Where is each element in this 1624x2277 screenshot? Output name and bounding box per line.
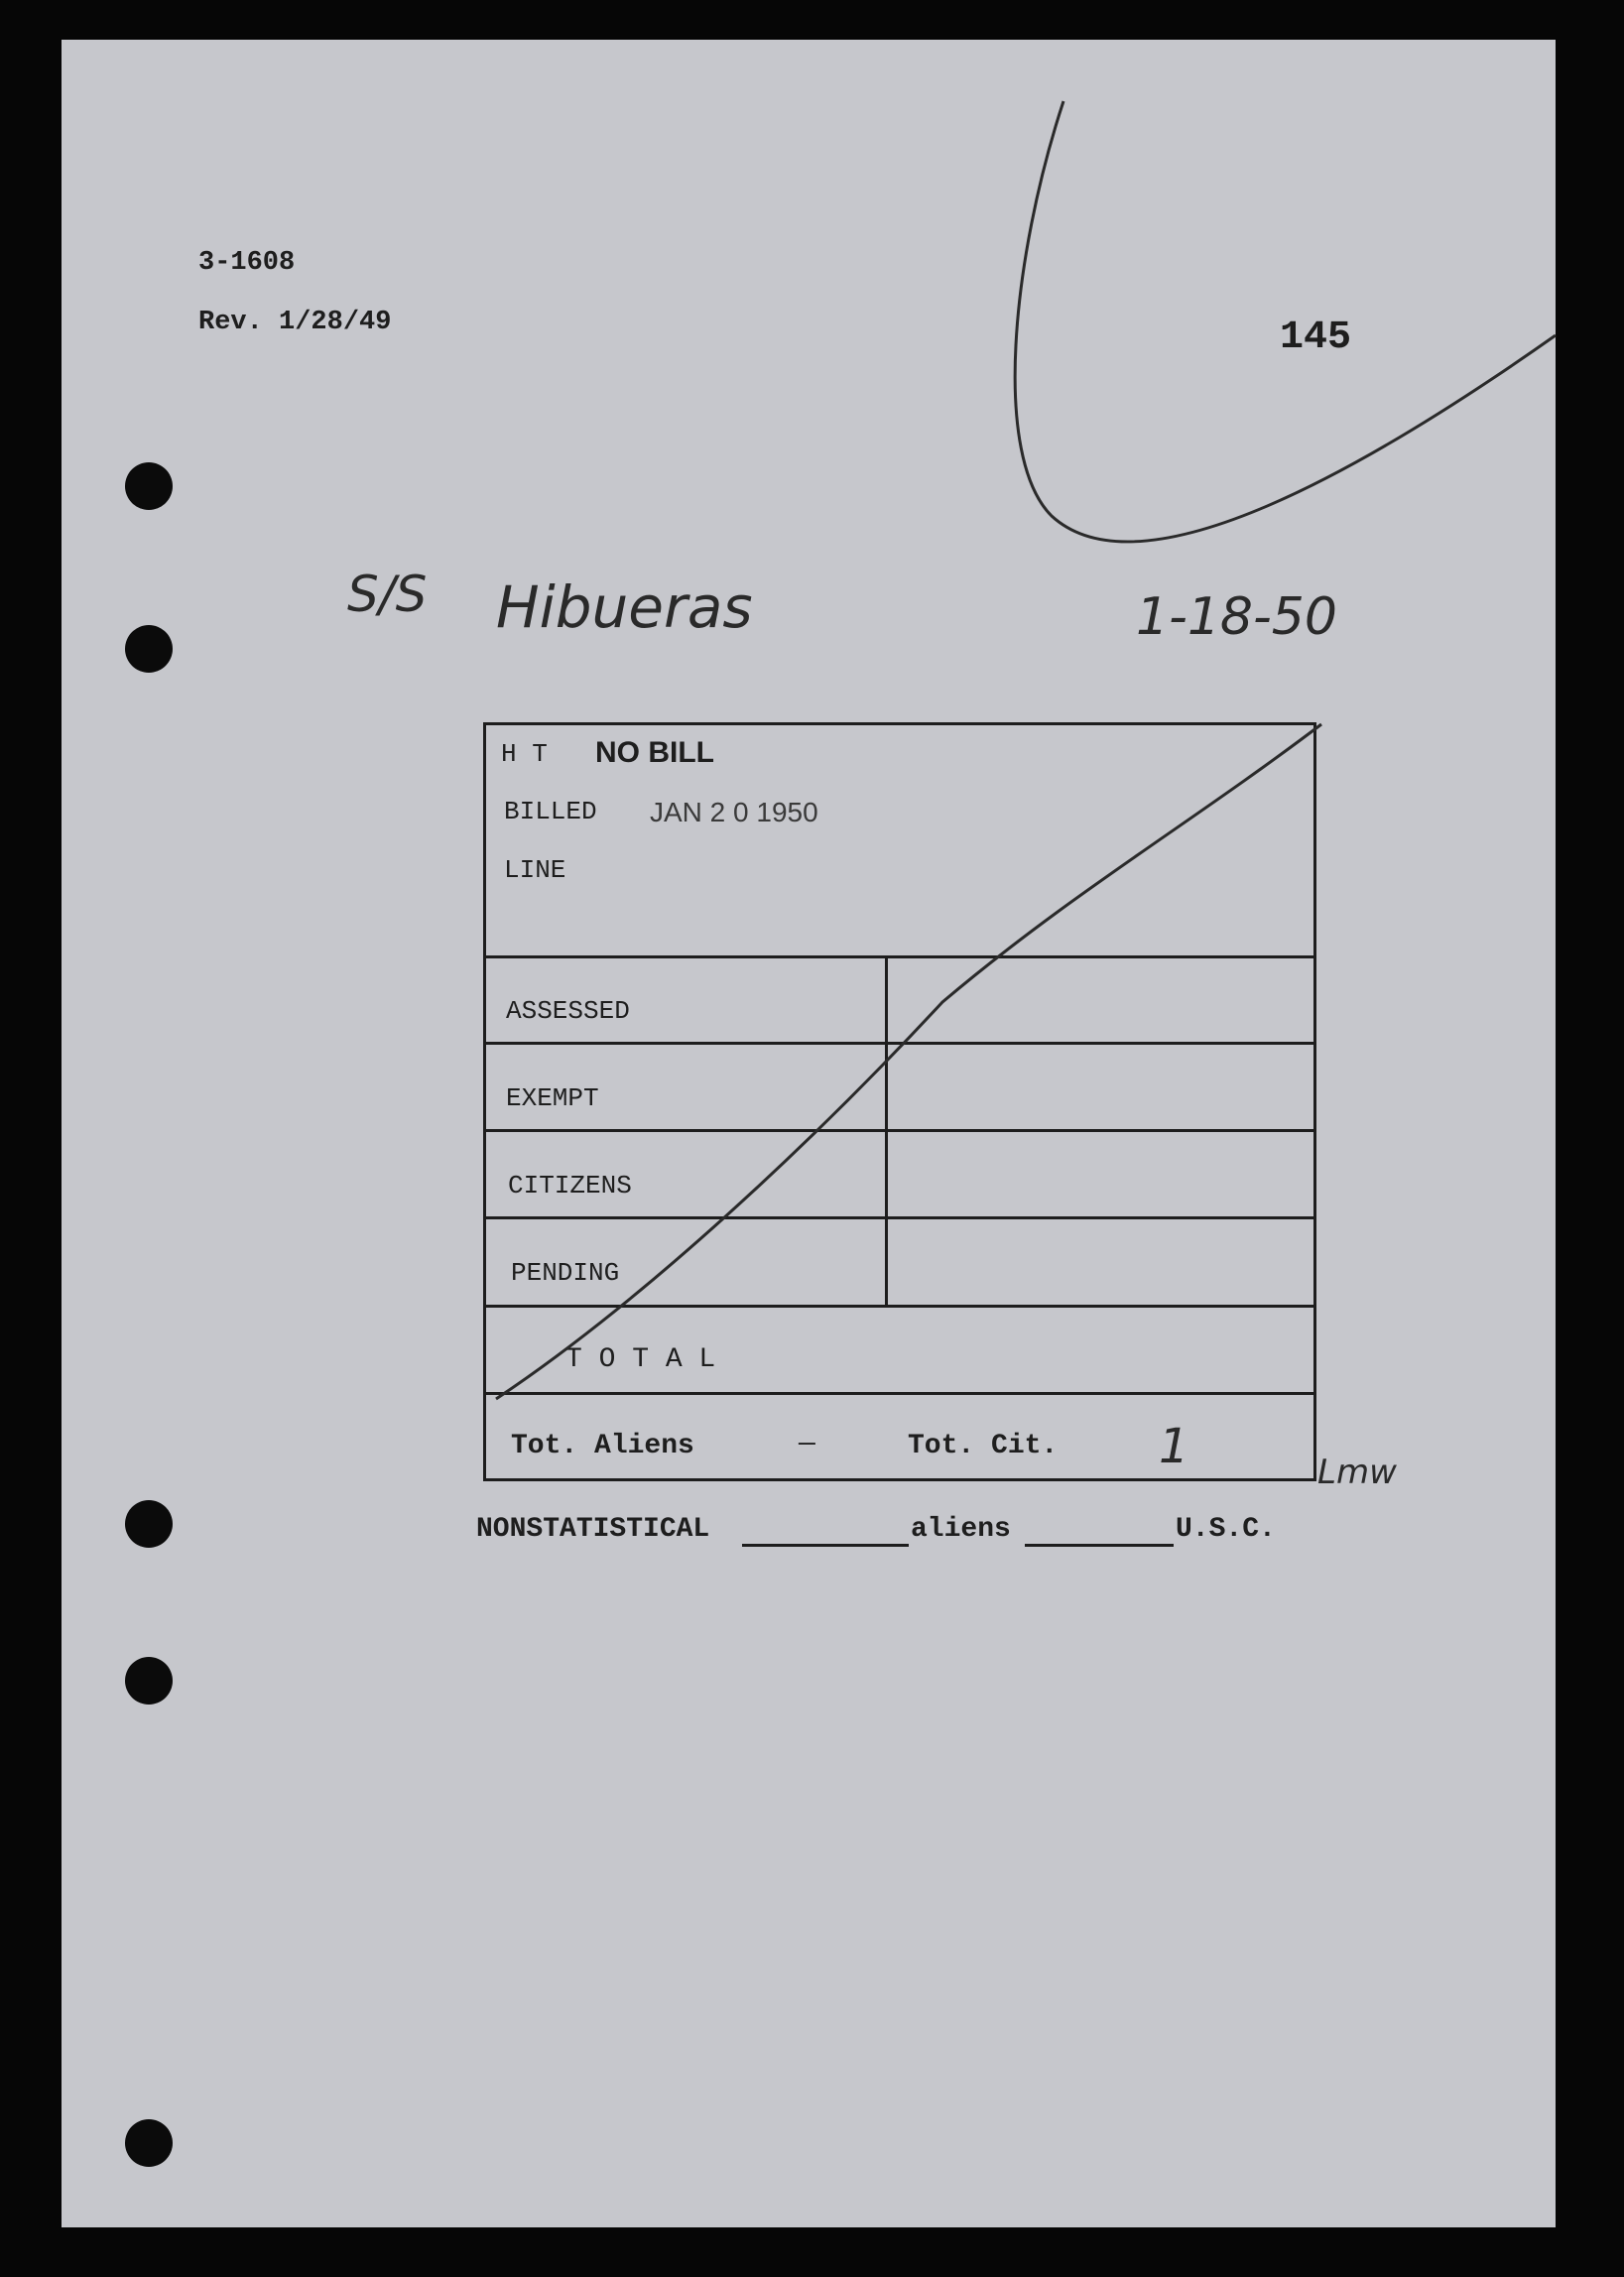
vessel-prefix: S/S xyxy=(347,566,428,623)
billed-date-stamp: JAN 2 0 1950 xyxy=(650,797,818,827)
tot-cit-label: Tot. Cit. xyxy=(908,1431,1059,1461)
row-label-assessed: ASSESSED xyxy=(506,996,630,1026)
usc-label: U.S.C. xyxy=(1176,1514,1276,1545)
row-label-ht: H T xyxy=(501,739,548,769)
row-label-exempt: EXEMPT xyxy=(506,1083,599,1113)
page-number: 145 xyxy=(1280,316,1352,360)
no-bill-stamp: NO BILL xyxy=(595,736,714,769)
vessel-name: Hibueras xyxy=(496,573,753,641)
row-label-billed: BILLED xyxy=(504,797,597,826)
row-label-pending: PENDING xyxy=(511,1258,620,1288)
row-label-line: LINE xyxy=(504,855,566,885)
aliens-blank xyxy=(1025,1544,1174,1547)
nonstatistical-label: NONSTATISTICAL xyxy=(476,1514,710,1545)
row-label-citizens: CITIZENS xyxy=(508,1171,632,1201)
tot-aliens-value: — xyxy=(799,1429,815,1459)
tot-aliens-label: Tot. Aliens xyxy=(511,1431,694,1461)
form-revision: Rev. 1/28/49 xyxy=(198,308,392,337)
initials: Lmw xyxy=(1317,1453,1397,1492)
row-label-total: T O T A L xyxy=(565,1344,716,1375)
aliens-label: aliens xyxy=(911,1514,1011,1545)
nonstatistical-blank xyxy=(742,1544,909,1547)
tot-cit-value: 1 xyxy=(1159,1419,1189,1474)
handwritten-date: 1-18-50 xyxy=(1136,587,1337,647)
form-number: 3-1608 xyxy=(198,248,296,278)
